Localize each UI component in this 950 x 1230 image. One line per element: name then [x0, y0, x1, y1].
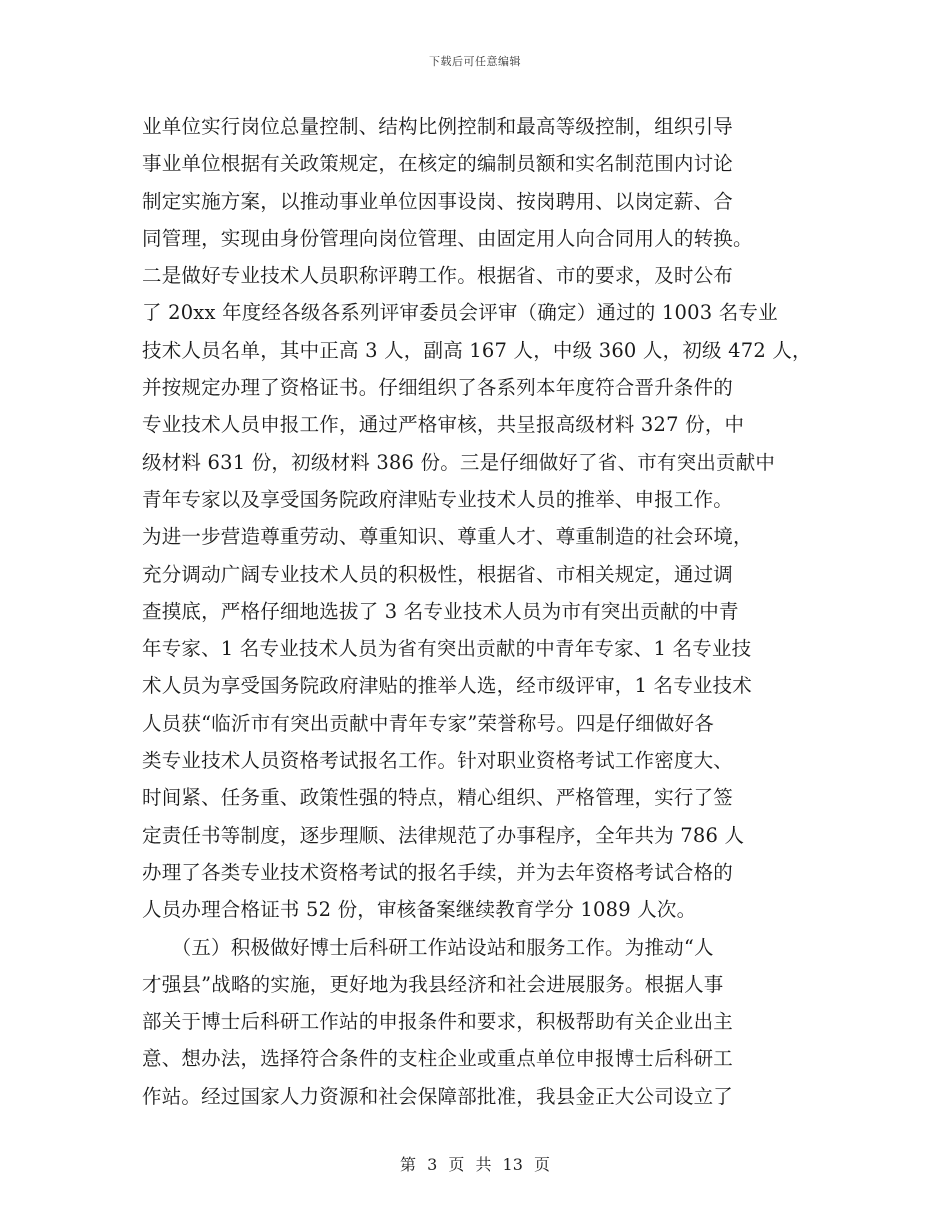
text-line: 办理了各类专业技术资格考试的报名手续，并为去年资格考试合格的 — [142, 860, 734, 884]
text-line: 人员获“临沂市有突出贡献中青年专家”荣誉称号。四是仔细做好各 — [142, 711, 714, 735]
text-line: 青年专家以及享受国务院政府津贴专业技术人员的推举、申报工作。 — [142, 487, 734, 511]
text-line: 了 20xx 年度经各级各系列评审委员会评审（确定）通过的 1003 名专业 — [142, 301, 778, 325]
text-line: 充分调动广阔专业技术人员的积极性，根据省、市相关规定，通过调 — [142, 562, 734, 586]
text-line: 查摸底，严格仔细地选拔了 3 名专业技术人员为市有突出贡献的中青 — [142, 599, 739, 623]
text-line: 同管理，实现由身份管理向岗位管理、由固定用人向合同用人的转换。 — [142, 226, 753, 250]
text-line: 级材料 631 份，初级材料 386 份。三是仔细做好了省、市有突出贡献中 — [142, 450, 776, 474]
text-line: 专业技术人员申报工作，通过严格审核，共呈报高级材料 327 份，中 — [142, 413, 745, 437]
text-line: 类专业技术人员资格考试报名工作。针对职业资格考试工作密度大、 — [142, 749, 734, 773]
text-line: 制定实施方案，以推动事业单位因事设岗、按岗聘用、以岗定薪、合 — [142, 189, 734, 213]
text-line: 年专家、1 名专业技术人员为省有突出贡献的中青年专家、1 名专业技 — [142, 637, 752, 661]
text-line: 部关于博士后科研工作站的申报条件和要求，积极帮助有关企业出主 — [142, 1010, 734, 1034]
text-line: 定责任书等制度，逐步理顺、法律规范了办事程序，全年共为 786 人 — [142, 823, 745, 847]
text-line: 人员办理合格证书 52 份，审核备案继续教育学分 1089 人次。 — [142, 898, 697, 922]
text-line: 才强县”战略的实施，更好地为我县经济和社会进展服务。根据人事 — [142, 972, 724, 996]
text-line: 术人员为享受国务院政府津贴的推举人选，经市级评审，1 名专业技术 — [142, 674, 753, 698]
text-line: 技术人员名单，其中正高 3 人，副高 167 人，中级 360 人，初级 472 人， — [142, 338, 812, 362]
text-line: 并按规定办理了资格证书。仔细组织了各系列本年度符合晋升条件的 — [142, 376, 734, 400]
page-footer: 第 3 页 共 13 页 — [400, 1155, 550, 1174]
text-line: 二是做好专业技术人员职称评聘工作。根据省、市的要求，及时公布 — [142, 264, 734, 288]
text-line: 时间紧、任务重、政策性强的特点，精心组织、严格管理，实行了签 — [142, 786, 734, 810]
text-line: 意、想办法，选择符合条件的支柱企业或重点单位申报博士后科研工 — [142, 1047, 734, 1071]
text-line: 作站。经过国家人力资源和社会保障部批准，我县金正大公司设立了 — [142, 1084, 734, 1108]
text-line: 为进一步营造尊重劳动、尊重知识、尊重人才、尊重制造的社会环境， — [142, 525, 753, 549]
page-header: 下载后可任意编辑 — [429, 55, 521, 68]
body-text — [142, 108, 822, 1115]
text-line: 业单位实行岗位总量控制、结构比例控制和最高等级控制，组织引导 — [142, 115, 734, 138]
text-line: 事业单位根据有关政策规定，在核定的编制员额和实名制范围内讨论 — [142, 152, 734, 176]
text-line: （五）积极做好博士后科研工作站设站和服务工作。为推动“人 — [142, 935, 714, 959]
